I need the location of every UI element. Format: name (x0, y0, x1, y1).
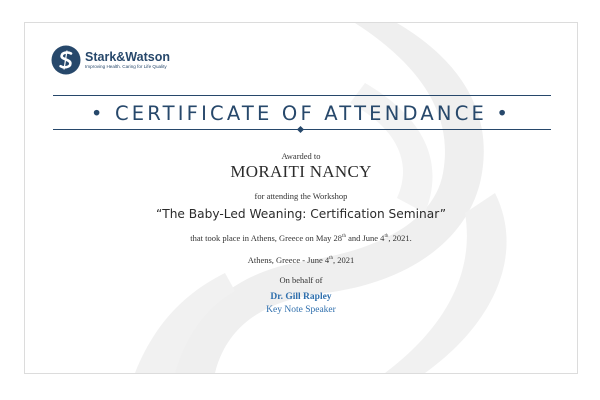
attending-text: for attending the Workshop (254, 191, 348, 201)
event-dates-middle: and June 4 (345, 233, 385, 243)
speaker-name: Dr. Gill Rapley (270, 292, 332, 302)
speaker-role: Key Note Speaker (266, 305, 336, 315)
on-behalf-label: On behalf of (279, 275, 323, 285)
issue-date-prefix: Athens, Greece - June 4 (247, 255, 330, 265)
company-name: Stark&Watson (85, 49, 170, 64)
event-dates-text (25, 233, 577, 243)
company-tagline: Improving Health. Caring for Life Quality (85, 63, 167, 69)
event-dates-prefix: that took place in Athens, Greece on May 28 (190, 233, 343, 243)
top-divider (53, 95, 551, 96)
certificate-title: • CERTIFICATE OF ATTENDANCE • (90, 102, 512, 125)
recipient-name: MORAITI NANCY (230, 162, 372, 181)
event-dates-sup1: th (342, 234, 346, 240)
workshop-title: “The Baby-Led Weaning: Certification Seminar” (155, 207, 447, 221)
event-dates-suffix: , 2021. (388, 233, 412, 243)
issue-place-date (25, 255, 577, 265)
awarded-to-label: Awarded to (281, 151, 321, 161)
event-dates-sup2: th (384, 234, 389, 240)
stark-watson-logo-icon (51, 45, 81, 75)
issue-date-sup: th (329, 256, 334, 262)
company-logo (51, 45, 170, 75)
certificate-frame (24, 22, 578, 374)
issue-date-suffix: , 2021 (333, 255, 355, 265)
